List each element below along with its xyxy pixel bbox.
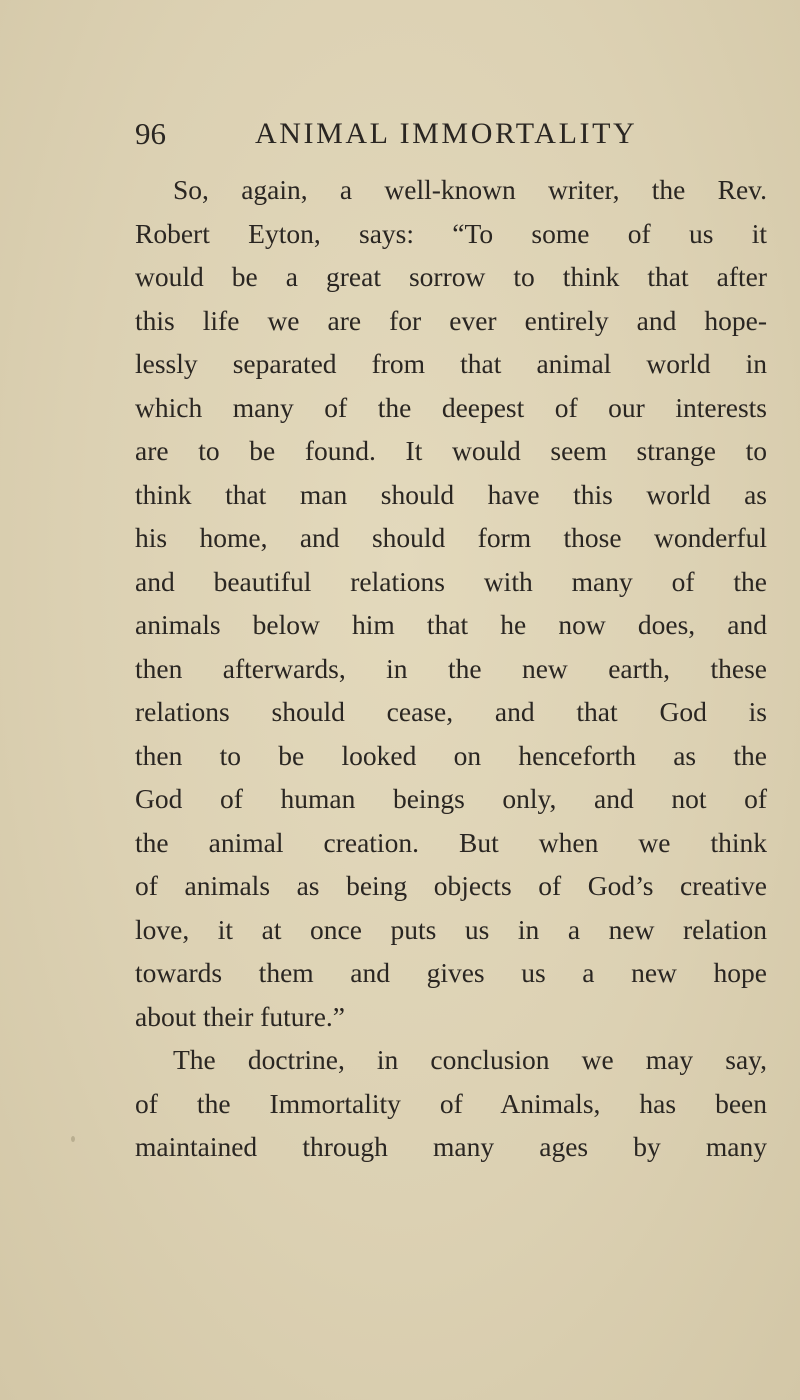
running-head [135, 112, 655, 156]
text-line: animals below him that he now does, and [135, 609, 767, 640]
text-line: of the Immortality of Animals, has been [135, 1087, 767, 1119]
text-line: The doctrine, in conclusion we may say, [173, 1044, 767, 1075]
text-line: towards them and gives us a new hope [135, 957, 767, 988]
text-line: God of human beings only, and not of [135, 783, 767, 814]
running-title: ANIMAL IMMORTALITY [255, 117, 638, 150]
text-line: the animal creation. But when we think [135, 826, 767, 858]
text-line: then afterwards, in the new earth, these [135, 652, 767, 684]
text-line: think that man should have this world as [135, 478, 767, 510]
text-line: his home, and should form those wonderful [135, 522, 767, 553]
text-line: of animals as being objects of God’s creative [135, 870, 767, 901]
page-number: 96 [135, 116, 166, 151]
text-line: love, it at once puts us in a new relation [135, 913, 767, 945]
body-text [135, 168, 767, 1169]
text-line: lessly separated from that animal world in [135, 348, 767, 379]
text-line: and beautiful relations with many of the [135, 565, 767, 597]
text-line: about their future.” [135, 1000, 345, 1032]
text-line: this life we are for ever entirely and hope- [135, 304, 767, 336]
text-line: which many of the deepest of our interests [135, 391, 767, 423]
text-line: then to be looked on henceforth as the [135, 739, 767, 771]
text-line: would be a great sorrow to think that after [135, 261, 767, 292]
text-line: Robert Eyton, says: “To some of us it [135, 217, 767, 249]
paper-speck [71, 1136, 75, 1142]
text-line: maintained through many ages by many [135, 1131, 767, 1162]
text-line: So, again, a well-known writer, the Rev. [173, 174, 767, 205]
text-line: are to be found. It would seem strange to [135, 435, 767, 466]
text-line: relations should cease, and that God is [135, 696, 767, 727]
